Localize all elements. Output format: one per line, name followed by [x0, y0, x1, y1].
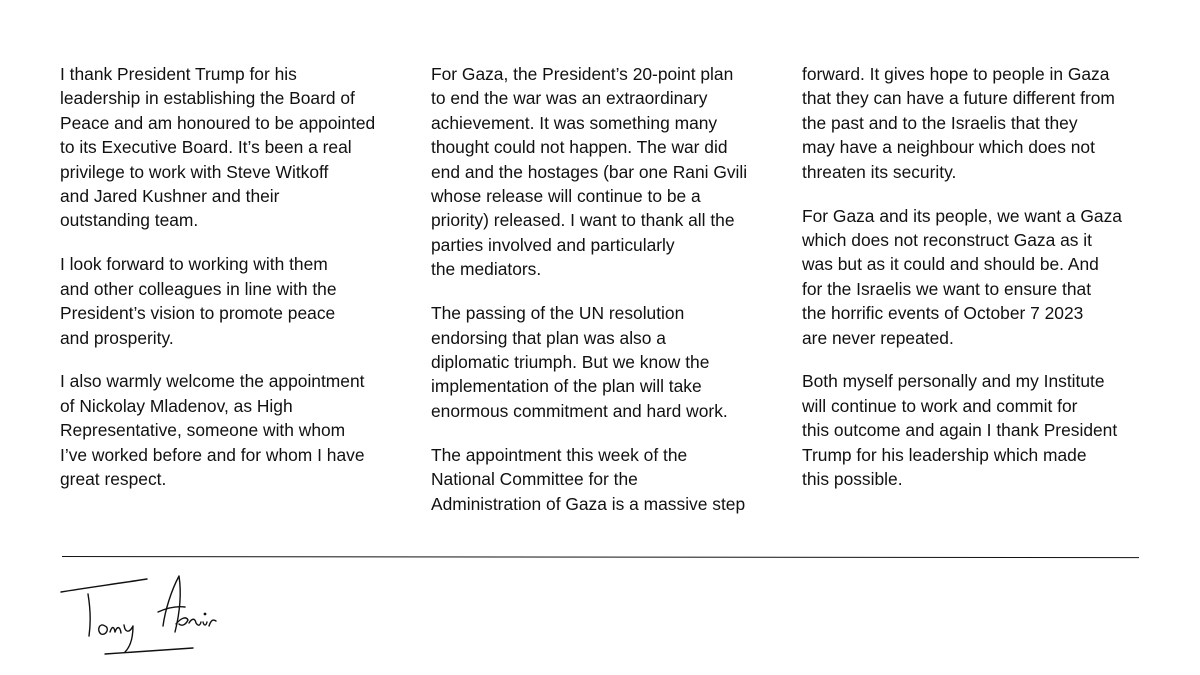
paragraph: forward. It gives hope to people in Gaza that they can have a future different from the past and to the Israelis that they may have a neighbour which does not threaten its security. [802, 64, 1115, 182]
paragraph: I look forward to working with them and other colleagues in line with the President’s vision to promote peace and prosperity. [60, 254, 337, 348]
paragraph: The passing of the UN resolution endorsing that plan was also a diplomatic triumph. But we know the implementation of the plan will take enormous commitment and hard work. [431, 303, 728, 421]
paragraph: Both myself personally and my Institute will continue to work and commit for this outcome and again I thank President Trump for his leadership which made this possible. [802, 371, 1118, 490]
paragraph: The appointment this week of the National Committee for the Administration of Gaza is a massive step [431, 444, 746, 514]
column-3 [802, 62, 1152, 511]
paragraph: For Gaza and its people, we want a Gaza which does not reconstruct Gaza as it was but as it could and should be. And for the Israelis we want to ensure that the horrific events of October 7 2023 are never repeated. [802, 205, 1122, 348]
paragraph: For Gaza, the President’s 20-point plan to end the war was an extraordinary achievement. It was something many thought could not happen. The war did end and the hostages (bar one Rani Gvili whose release will continue to be a priority) released. I want to thank all the parties involved and particularly the mediators. [431, 64, 748, 280]
paragraph: I thank President Trump for his leadership in establishing the Board of Peace and am honoured to be appointed to its Executive Board. It’s been a real privilege to work with Steve Witkoff and Jared Kushner and their outstanding team. [60, 64, 376, 231]
column-2 [431, 62, 776, 535]
handwritten-signature [55, 566, 235, 666]
paragraph: I also warmly welcome the appointment of Nickolay Mladenov, as High Representative, someone with whom I’ve worked before and for whom I have great respect. [60, 371, 365, 490]
column-1 [60, 62, 410, 511]
divider-line [62, 556, 1139, 558]
